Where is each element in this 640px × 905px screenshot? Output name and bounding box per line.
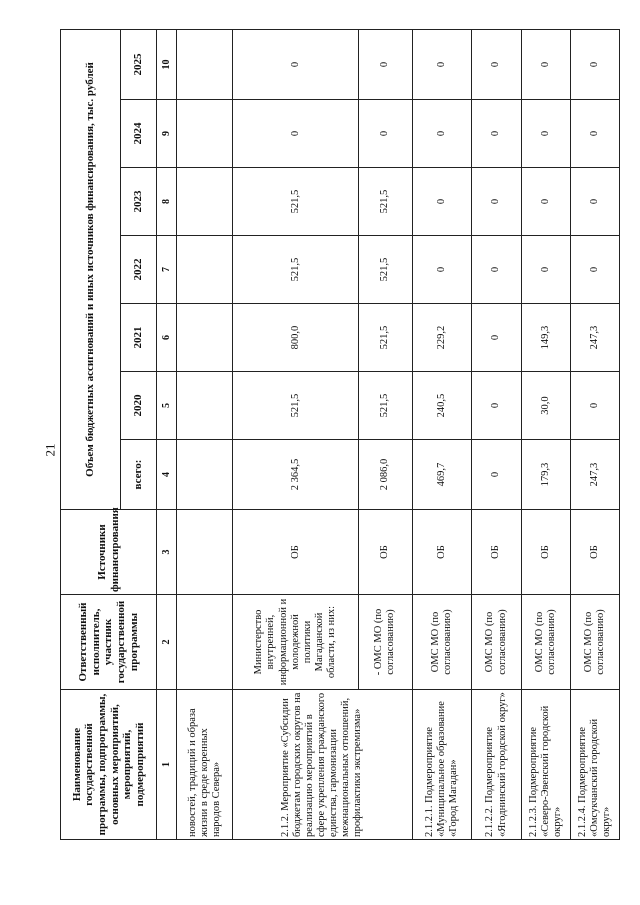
- row-value: 0: [472, 168, 521, 236]
- rotated-table-container: [60, 30, 620, 840]
- row-value: 0: [233, 29, 359, 99]
- row-value: 0: [412, 236, 472, 304]
- row-name: 2.1.2.4. Подмероприятие «Омсукчанский городской округ»: [570, 690, 619, 840]
- row-name: новостей, традиций и образа жизни в среде коренных народов Севера»: [177, 690, 233, 840]
- row-executor: Министерство внутренней, информационной и молодежной политики Магаданской области, из них:: [233, 595, 359, 690]
- page-number: 21: [42, 443, 58, 457]
- row-value: 0: [412, 100, 472, 168]
- table-row: [412, 29, 472, 839]
- row-value: 240,5: [412, 372, 472, 440]
- row-value: 149,3: [521, 304, 570, 372]
- row-source: ОБ: [472, 510, 521, 595]
- row-value: 0: [233, 100, 359, 168]
- table-row: [521, 29, 570, 839]
- row-value: 0: [472, 29, 521, 99]
- row-value: [177, 304, 233, 372]
- row-value: 0: [570, 372, 619, 440]
- row-value: 521,5: [233, 168, 359, 236]
- row-source: [177, 510, 233, 595]
- row-name: 2.1.2.3. Подмероприятие «Северо-Эвенский городской округ»: [521, 690, 570, 840]
- index-row: [157, 29, 177, 839]
- row-name: 2.1.2. Мероприятие «Субсидии бюджетам городских округов на реализацию мероприятий в сфере укрепления гражданского единства, гармонизации межнациональных отношений, профилактики экстремизма»: [233, 690, 413, 840]
- row-value: 179,3: [521, 440, 570, 510]
- row-value: 800,0: [233, 304, 359, 372]
- row-source: ОБ: [412, 510, 472, 595]
- row-executor: ОМС МО (по согласованию): [472, 595, 521, 690]
- row-executor: [177, 595, 233, 690]
- row-value: 521,5: [233, 372, 359, 440]
- row-value: 229,2: [412, 304, 472, 372]
- row-value: 0: [472, 440, 521, 510]
- row-value: [177, 236, 233, 304]
- row-executor: ОМС МО (по согласованию): [412, 595, 472, 690]
- row-value: 0: [472, 236, 521, 304]
- row-executor: - ОМС МО (по согласованию): [359, 595, 412, 690]
- index-cell: 9: [157, 100, 177, 168]
- row-value: [177, 440, 233, 510]
- row-source: ОБ: [570, 510, 619, 595]
- header-year: 2023: [120, 168, 156, 236]
- row-value: 30,0: [521, 372, 570, 440]
- row-executor: ОМС МО (по согласованию): [570, 595, 619, 690]
- row-value: 469,7: [412, 440, 472, 510]
- row-source: ОБ: [359, 510, 412, 595]
- row-value: 247,3: [570, 304, 619, 372]
- row-value: 521,5: [359, 236, 412, 304]
- row-value: 521,5: [233, 236, 359, 304]
- index-cell: 10: [157, 29, 177, 99]
- row-source: ОБ: [233, 510, 359, 595]
- header-year: 2021: [120, 304, 156, 372]
- row-name: 2.1.2.2. Подмероприятие «Ягоднинский городской округ»: [472, 690, 521, 840]
- index-cell: 2: [157, 595, 177, 690]
- row-source: ОБ: [521, 510, 570, 595]
- table-row: [233, 29, 359, 839]
- table-row: [570, 29, 619, 839]
- row-value: 247,3: [570, 440, 619, 510]
- row-value: 0: [472, 100, 521, 168]
- row-value: [177, 168, 233, 236]
- row-name: 2.1.2.1. Подмероприятие «Муниципальное образование «Город Магадан»: [412, 690, 472, 840]
- index-cell: 6: [157, 304, 177, 372]
- row-value: 0: [521, 29, 570, 99]
- financing-table: [60, 29, 620, 840]
- header-executor: Ответственный исполнитель, участник государственной программы: [61, 595, 157, 690]
- index-cell: 8: [157, 168, 177, 236]
- row-value: 521,5: [359, 304, 412, 372]
- row-executor: ОМС МО (по согласованию): [521, 595, 570, 690]
- row-value: [177, 29, 233, 99]
- row-value: 0: [521, 100, 570, 168]
- index-cell: 4: [157, 440, 177, 510]
- row-value: 0: [521, 168, 570, 236]
- row-value: 521,5: [359, 168, 412, 236]
- index-cell: 5: [157, 372, 177, 440]
- row-value: 0: [359, 29, 412, 99]
- row-value: 2 364,5: [233, 440, 359, 510]
- table-row: [472, 29, 521, 839]
- row-value: 0: [570, 168, 619, 236]
- row-value: 0: [472, 304, 521, 372]
- row-value: [177, 372, 233, 440]
- header-volume: Объем бюджетных ассигнований и иных источников финансирования, тыс. рублей: [61, 29, 121, 509]
- header-total: всего:: [120, 440, 156, 510]
- row-value: 0: [472, 372, 521, 440]
- index-cell: 7: [157, 236, 177, 304]
- header-year: 2020: [120, 372, 156, 440]
- row-value: 521,5: [359, 372, 412, 440]
- row-value: 0: [521, 236, 570, 304]
- row-value: 0: [359, 100, 412, 168]
- header-year: 2024: [120, 100, 156, 168]
- header-source: Источники финансирования: [61, 510, 157, 595]
- index-cell: 3: [157, 510, 177, 595]
- row-value: 0: [570, 100, 619, 168]
- row-value: 0: [412, 29, 472, 99]
- row-value: [177, 100, 233, 168]
- row-value: 0: [412, 168, 472, 236]
- row-value: 0: [570, 236, 619, 304]
- header-year: 2022: [120, 236, 156, 304]
- header-name: Наименование государственной программы, подпрограммы, основных мероприятий, мероприятий, подмероприятий: [61, 690, 157, 840]
- header-year: 2025: [120, 29, 156, 99]
- table-row: [177, 29, 233, 839]
- row-value: 0: [570, 29, 619, 99]
- row-value: 2 086,0: [359, 440, 412, 510]
- index-cell: 1: [157, 690, 177, 840]
